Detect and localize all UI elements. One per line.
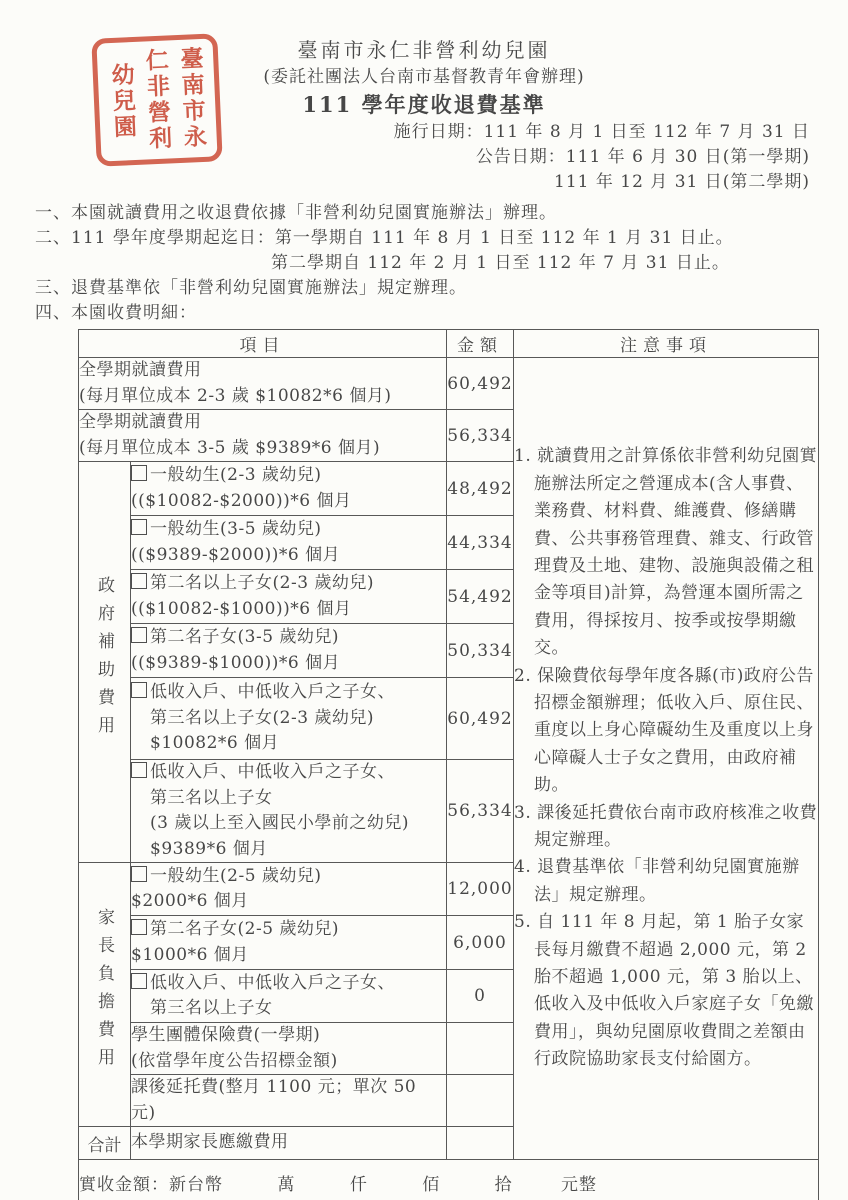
fee-item-cell	[131, 516, 447, 570]
fee-item-line: 課後延托費(整月 1100 元；單次 50 元)	[131, 1077, 417, 1123]
fee-item-cell	[131, 678, 447, 760]
fee-item-line: (3 歲以上至入國民小學前之幼兒)	[150, 813, 409, 833]
fee-item-cell	[131, 624, 447, 678]
note-item: 5. 自 111 年 8 月起，第 1 胎子女家長每月繳費不超過 2,000 元，第 2 胎不超過 1,000 元，第 3 胎以上、低收入及中低收入戶家庭子女「免繳費用」，與幼兒園原收費間之差額由行政院協助家長支付給園方。	[514, 912, 814, 1070]
amount-cell: 0	[447, 970, 514, 1023]
amount-cell: 48,492	[447, 462, 514, 516]
fee-item-line: 第二名以上子女(2-3 歲幼兒)	[131, 571, 446, 597]
receipt-amount-cell	[79, 1160, 819, 1200]
fee-item-line: 第三名以上子女	[150, 787, 273, 808]
checkbox-icon	[131, 973, 147, 989]
fee-item-line: 低收入戶、中低收入戶之子女、	[131, 760, 446, 786]
fee-item-line: 第二名子女(2-5 歲幼兒)	[131, 917, 446, 943]
fee-item-cell	[131, 570, 447, 624]
receipt-unit-qian: 仟	[349, 1174, 368, 1195]
fee-item-line: 學生團體保險費(一學期)	[131, 1025, 321, 1045]
provision-item-2-continuation: 第二學期自 112 年 2 月 1 日至 112 年 7 月 31 日止。	[271, 253, 730, 273]
fee-item-cell	[131, 916, 447, 970]
provision-item-2: 二、111 學年度學期起迄日：第一學期自 111 年 8 月 1 日至 112 年 1 月 31 日止。	[35, 228, 734, 248]
amount-cell: 60,492	[447, 678, 514, 760]
fee-item-line: 一般幼生(2-3 歲幼兒)	[131, 463, 446, 489]
checkbox-icon	[131, 762, 147, 778]
checkbox-icon	[131, 519, 147, 535]
checkbox-icon	[131, 573, 147, 589]
fee-item-line: 第二名子女(3-5 歲幼兒)	[131, 625, 446, 651]
amount-cell	[447, 1075, 514, 1127]
note-item: 3. 課後延托費依台南市政府核准之收費規定辦理。	[514, 802, 818, 851]
provision-item-1: 一、本園就讀費用之收退費依據「非營利幼兒園實施辦法」辦理。	[35, 203, 557, 223]
table-row	[79, 358, 819, 410]
checkbox-icon	[131, 866, 147, 882]
fee-item-line: $2000*6 個月	[131, 891, 249, 911]
fee-item-line: 全學期就讀費用	[79, 412, 202, 432]
fee-item-line: (($9389-$2000))*6 個月	[131, 544, 341, 565]
fee-item-line: 一般幼生(2-5 歲幼兒)	[131, 864, 446, 890]
group-label-total: 合計	[79, 1127, 131, 1160]
amount-cell	[447, 1127, 514, 1160]
receipt-unit-wan: 萬	[277, 1174, 296, 1195]
fee-item-line: 本學期家長應繳費用	[131, 1132, 289, 1153]
announcement-date-line: 公告日期：111 年 6 月 30 日(第一學期)	[475, 147, 810, 167]
receipt-unit-bai: 佰	[422, 1174, 441, 1195]
receipt-suffix: 元整	[561, 1174, 598, 1195]
fee-item-cell	[131, 970, 447, 1023]
receipt-amount-row	[79, 1160, 819, 1200]
fee-item-line: (每月單位成本 3-5 歲 $9389*6 個月)	[79, 437, 381, 458]
fee-item-cell	[131, 1127, 447, 1160]
seal-text-column: 幼兒園	[107, 61, 138, 142]
provision-item-4: 四、本園收費明細：	[35, 303, 197, 323]
organization-subtitle: (委託社團法人台南市基督教青年會辦理)	[263, 67, 585, 87]
column-header-notes: 注意事項	[514, 330, 819, 358]
fee-item-cell	[131, 1023, 447, 1075]
fee-item-line: 第三名以上子女	[150, 998, 273, 1018]
note-item: 2. 保險費依每學年度各縣(市)政府公告招標金額辦理；低收入戶、原住民、重度以上身心障礙幼生及重度以上身心障礙人士子女之費用，由政府補助。	[514, 665, 814, 796]
fee-item-line: $9389*6 個月	[150, 838, 268, 859]
fee-item-line: 低收入戶、中低收入戶之子女、	[131, 680, 446, 706]
provision-item-3: 三、退費基準依「非營利幼兒園實施辦法」規定辦理。	[35, 278, 467, 298]
fee-item-line: $10082*6 個月	[150, 733, 280, 754]
column-header-amount: 金額	[447, 330, 514, 358]
announcement-date-line: 111 年 12 月 31 日(第二學期)	[554, 172, 810, 192]
receipt-unit-shi: 拾	[494, 1174, 513, 1195]
receipt-label: 實收金額：新台幣	[79, 1174, 223, 1195]
column-header-item: 項目	[79, 330, 447, 358]
checkbox-icon	[131, 919, 147, 935]
document-title: 111 學年度收退費基準	[302, 92, 546, 117]
amount-cell: 56,334	[447, 760, 514, 863]
seal-text-column: 仁非營利	[141, 47, 173, 153]
fee-item-line: 低收入戶、中低收入戶之子女、	[131, 971, 446, 997]
note-item: 4. 退費基準依「非營利幼兒園實施辦法」規定辦理。	[514, 857, 800, 905]
official-seal-stamp-icon	[91, 33, 222, 166]
table-header-row	[79, 330, 819, 358]
checkbox-icon	[131, 465, 147, 481]
group-label-government-subsidy: 政府補助費用	[79, 462, 131, 863]
fee-item-cell	[131, 863, 447, 916]
effective-date-line: 施行日期：111 年 8 月 1 日至 112 年 7 月 31 日	[393, 122, 810, 142]
amount-cell: 56,334	[447, 410, 514, 462]
note-item: 1. 就讀費用之計算係依非營利幼兒園實施辦法所定之營運成本(含人事費、業務費、材料費、維護費、修繕購費、公共事務管理費、雜支、行政管理費及土地、建物、設施與設備之租金等項目)計算，為營運本園所需之費用，得採按月、按季或按學期繳交。	[514, 446, 818, 659]
amount-cell: 12,000	[447, 863, 514, 916]
amount-cell: 50,334	[447, 624, 514, 678]
group-label-parent-burden: 家長負擔費用	[79, 863, 131, 1127]
amount-cell: 60,492	[447, 358, 514, 410]
notes-cell	[514, 358, 819, 1160]
fee-item-line: (($9389-$1000))*6 個月	[131, 652, 341, 673]
fee-item-cell	[131, 462, 447, 516]
organization-name: 臺南市永仁非營利幼兒園	[297, 38, 551, 62]
seal-text-column: 臺南市永	[175, 45, 208, 152]
fee-item-line: (每月單位成本 2-3 歲 $10082*6 個月)	[79, 385, 392, 406]
checkbox-icon	[131, 627, 147, 643]
fee-item-line: 一般幼生(3-5 歲幼兒)	[131, 517, 446, 543]
fee-item-line: (($10082-$2000))*6 個月	[131, 490, 352, 511]
fee-item-line: 全學期就讀費用	[79, 360, 202, 380]
fee-item-line: (依當學年度公告招標金額)	[131, 1050, 338, 1071]
checkbox-icon	[131, 682, 147, 698]
amount-cell	[447, 1023, 514, 1075]
fee-item-cell	[131, 760, 447, 863]
provision-list	[35, 201, 818, 326]
fee-item-cell	[79, 410, 447, 462]
fee-table	[78, 329, 819, 1200]
fee-item-line: (($10082-$1000))*6 個月	[131, 598, 352, 619]
fee-item-line: 第三名以上子女(2-3 歲幼兒)	[150, 707, 375, 728]
amount-cell: 6,000	[447, 916, 514, 970]
fee-item-cell	[131, 1075, 447, 1127]
fee-item-line: $1000*6 個月	[131, 944, 249, 965]
amount-cell: 54,492	[447, 570, 514, 624]
amount-cell: 44,334	[447, 516, 514, 570]
fee-item-cell	[79, 358, 447, 410]
